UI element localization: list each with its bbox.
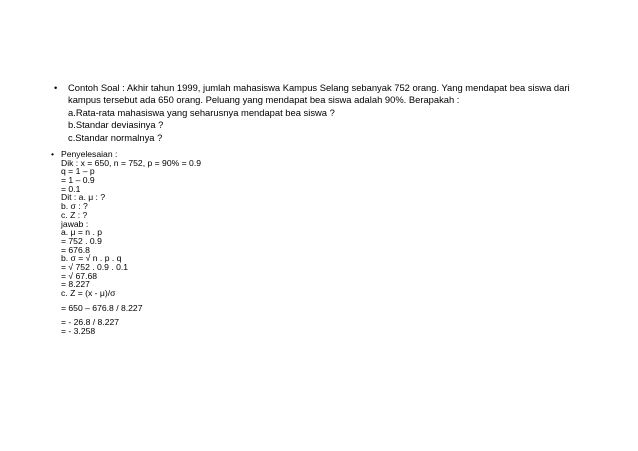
question-block xyxy=(54,82,614,144)
solution-block xyxy=(51,150,611,336)
solution-lines xyxy=(51,159,611,336)
solution-line: b. σ : ? xyxy=(61,201,88,212)
solution-line: Dik : x = 650, n = 752, p = 90% = 0.9 xyxy=(61,157,201,168)
solution-line: b. σ = √ n . p . q xyxy=(61,253,122,264)
question-line-3: a.Rata-rata mahasiswa yang seharusnya mendapat bea siswa ? xyxy=(68,106,335,118)
solution-line: a. μ = n . p xyxy=(61,227,103,238)
solution-heading: Penyelesaian : xyxy=(61,149,118,159)
solution-line: = 752 . 0.9 xyxy=(61,235,102,246)
bullet-dot: • xyxy=(54,82,58,93)
solution-line: q = 1 – p xyxy=(61,166,95,177)
solution-line: = 0.1 xyxy=(61,183,81,194)
question-line-2: kampus tersebut ada 650 orang. Peluang yang mendapat bea siswa adalah 90%. Berapakah : xyxy=(68,94,460,106)
solution-line: = √ 67.68 xyxy=(61,270,98,281)
solution-line: = √ 752 . 0.9 . 0.1 xyxy=(61,261,129,272)
solution-line: = 676.8 xyxy=(61,244,90,255)
question-line-5: c.Standar normalnya ? xyxy=(68,131,163,143)
solution-line: = 8.227 xyxy=(61,279,90,290)
solution-line: c. Z : ? xyxy=(61,209,88,220)
solution-line: jawab : xyxy=(61,218,89,229)
bullet-dot: • xyxy=(51,149,55,159)
solution-line: c. Z = (x - μ)/σ xyxy=(61,288,116,299)
solution-line: = 650 – 676.8 / 8.227 xyxy=(61,302,143,313)
solution-line: = - 3.258 xyxy=(61,326,96,337)
question-line-4: b.Standar deviasinya ? xyxy=(68,119,164,131)
solution-line: = 1 – 0.9 xyxy=(61,175,95,186)
solution-line: Dit : a. μ : ? xyxy=(61,192,106,203)
question-line-1: Contoh Soal : Akhir tahun 1999, jumlah mahasiswa Kampus Selang sebanyak 752 orang. Yang mendapat bea siswa dari xyxy=(68,82,570,93)
solution-line: = - 26.8 / 8.227 xyxy=(61,317,120,328)
